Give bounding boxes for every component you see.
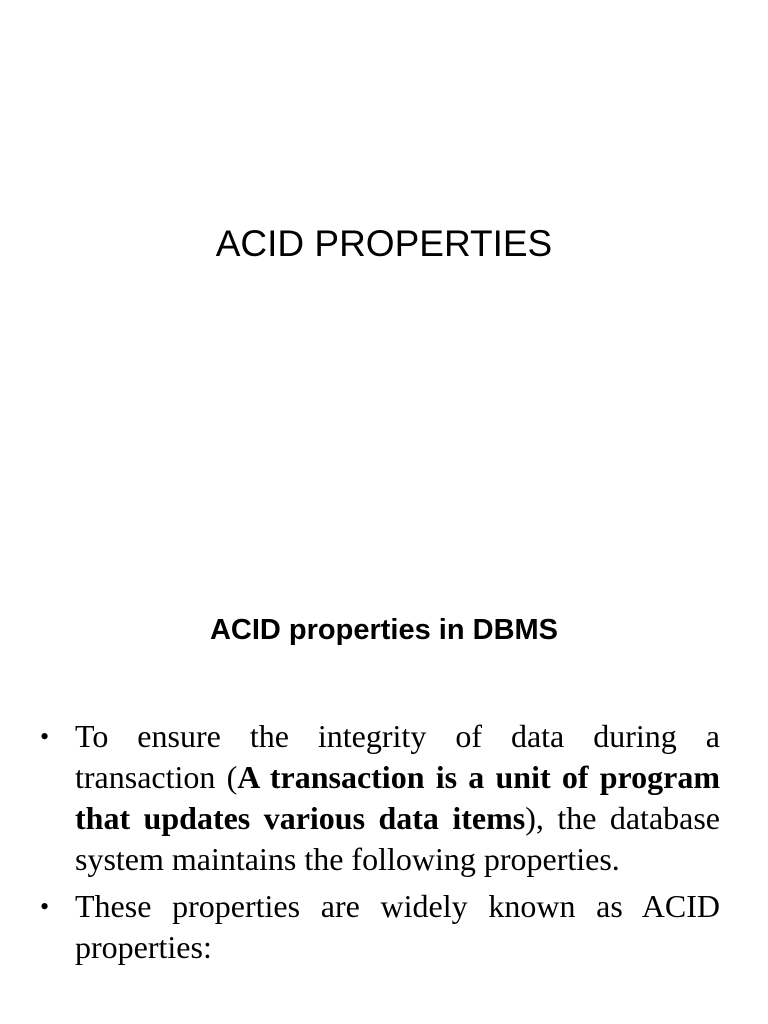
- bullet-text-part: ), the database system maintains the following properties.: [75, 800, 720, 877]
- section-heading: ACID properties in DBMS: [209, 614, 559, 646]
- bullet-dot-icon: •: [40, 722, 50, 751]
- bullet-item-integrity: [40, 716, 720, 880]
- bullet-dot-icon: •: [40, 892, 50, 921]
- bullet-text: These properties are widely known as ACID properties:: [75, 888, 720, 965]
- bullet-text-part: To ensure the integrity of data during a transaction (: [75, 718, 720, 795]
- transaction-definition: A transaction is a unit of program that updates various data items: [75, 759, 720, 836]
- slide-title: ACID PROPERTIES: [215, 223, 553, 264]
- bullet-item-acid: [40, 886, 720, 968]
- bullet-list: [40, 716, 720, 974]
